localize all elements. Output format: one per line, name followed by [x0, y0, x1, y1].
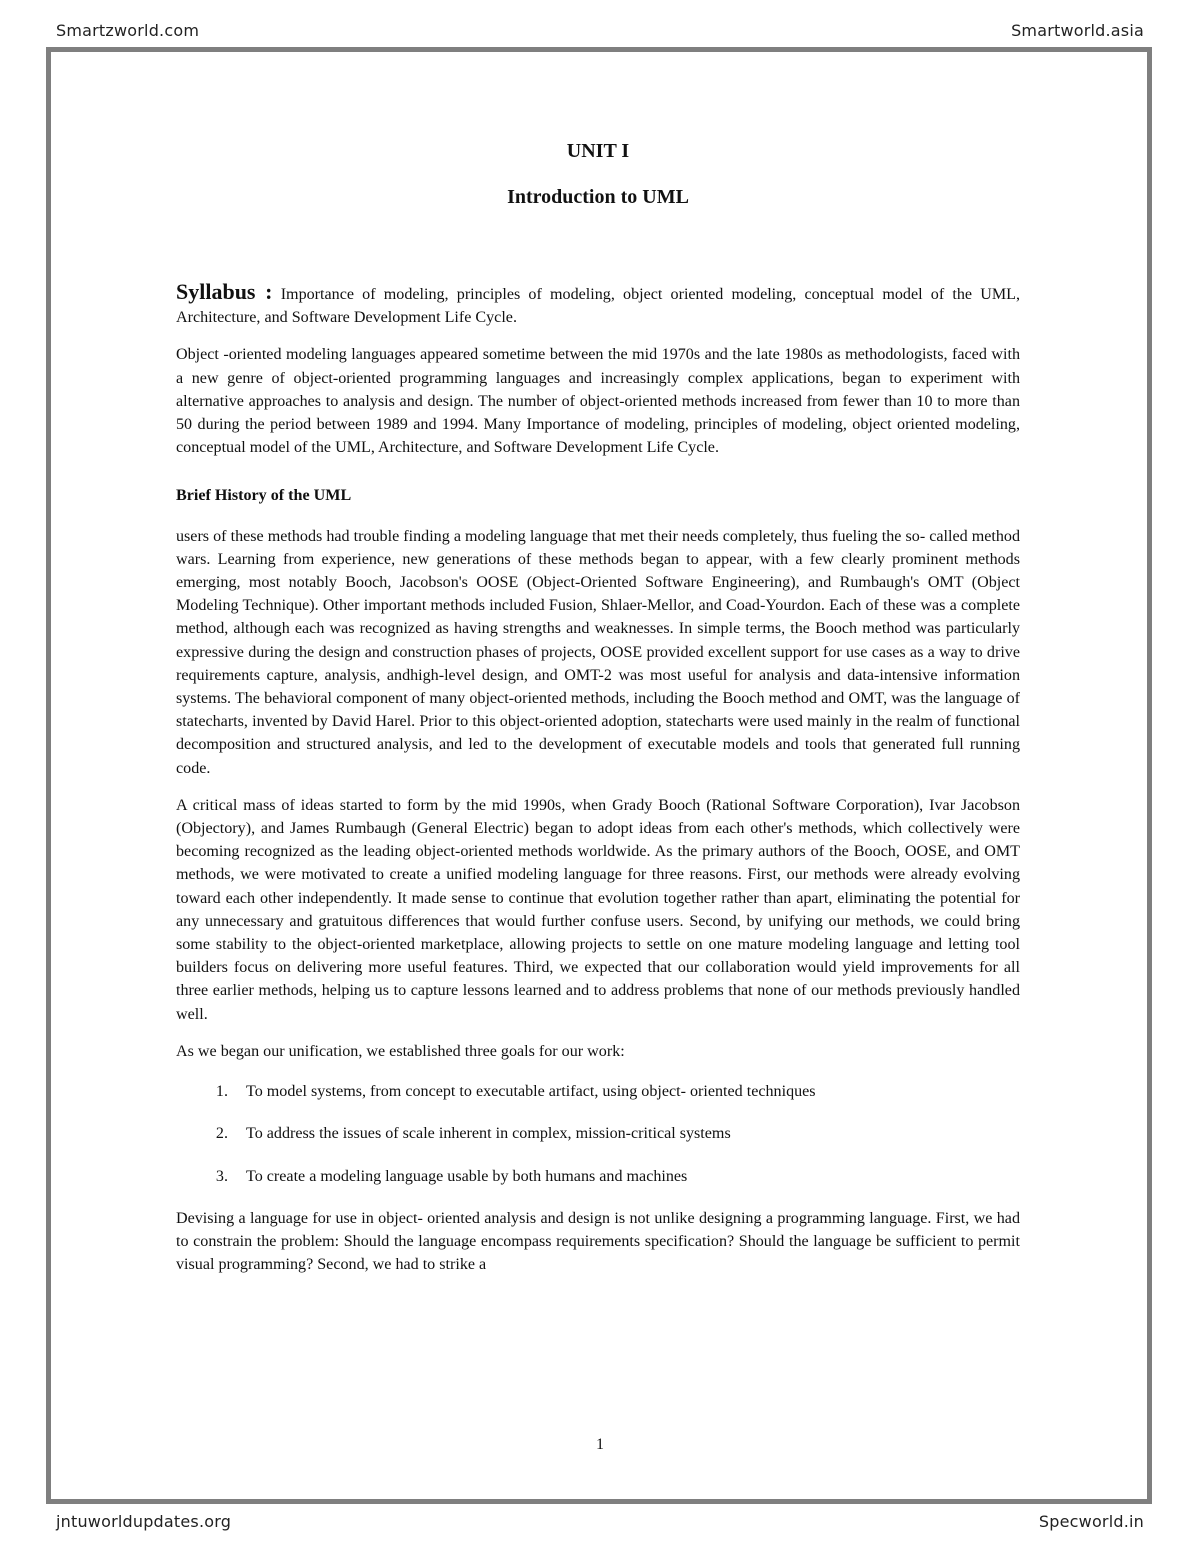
list-item-number: 3.	[215, 1167, 228, 1185]
list-item	[176, 1122, 1020, 1145]
list-item	[176, 1165, 1020, 1188]
watermark-bottom-right: Specworld.in	[1038, 1512, 1144, 1531]
list-item	[176, 1080, 1020, 1103]
history-paragraph-2: A critical mass of ideas started to form by the mid 1990s, when Grady Booch (Rational Software Corporation), Ivar Jacobson (Objectory), and James Rumbaugh (General Electric) began to adopt ideas from each other's methods, which collectively were becoming recognized as the leading object-oriented methods worldwide. As the primary authors of the Booch, OOSE, and OMT methods, we were motivated to create a unified modeling language for three reasons. First, our methods were already evolving toward each other independently. It made sense to continue that evolution together rather than apart, eliminating the potential for any unnecessary and gratuitous differences that would further confuse users. Second, by unifying our methods, we could bring some stability to the object-oriented marketplace, allowing projects to settle on one mature modeling language and letting tool builders focus on delivering more useful features. Third, we expected that our collaboration would yield improvements for all three earlier methods, helping us to capture lessons learned and to address problems that none of our methods previously handled well.	[176, 796, 1020, 1023]
goals-intro: As we began our unification, we established three goals for our work:	[176, 1042, 625, 1060]
list-item-number: 2.	[215, 1125, 228, 1143]
list-item-text: To address the issues of scale inherent in complex, mission-critical systems	[246, 1125, 731, 1143]
closing-paragraph: Devising a language for use in object- oriented analysis and design is not unlike designing a programming language. First, we had to constrain the problem: Should the language encompass requirements specification? Should the language be sufficient to permit visual programming? Second, we had to strike a	[176, 1209, 1020, 1274]
watermark-bottom-left: jntuworldupdates.org	[56, 1512, 232, 1531]
watermark-top-left: Smartzworld.com	[56, 21, 200, 40]
page-content	[176, 140, 1020, 1276]
goals-list	[176, 1080, 1020, 1188]
list-item-text: To create a modeling language usable by both humans and machines	[246, 1167, 688, 1185]
list-item-number: 1.	[215, 1083, 228, 1101]
list-item-text: To model systems, from concept to executable artifact, using object- oriented techniques	[246, 1083, 816, 1101]
section-heading: Brief History of the UML	[176, 487, 352, 505]
history-paragraph-1: users of these methods had trouble finding a modeling language that met their needs completely, thus fueling the so- called method wars. Learning from experience, new generations of these methods began to appear, with a few clearly prominent methods emerging, most notably Booch, Jacobson's OOSE (Object-Oriented Software Engineering), and Rumbaugh's OMT (Object Modeling Technique). Other important methods included Fusion, Shlaer-Mellor, and Coad-Yourdon. Each of these was a complete method, although each was recognized as having strengths and weaknesses. In simple terms, the Booch method was particularly expressive during the design and construction phases of projects, OOSE provided excellent support for use cases as a way to drive requirements capture, analysis, andhigh-level design, and OMT-2 was most useful for analysis and data-intensive information systems. The behavioral component of many object-oriented methods, including the Booch method and OMT, was the language of statecharts, invented by David Harel. Prior to this object-oriented adoption, statecharts were used mainly in the realm of functional decomposition and structured analysis, and led to the development of executable models and tools that generated full running code.	[176, 527, 1020, 777]
page-number: 1	[596, 1436, 604, 1453]
watermark-top-right: Smartworld.asia	[1011, 21, 1144, 40]
syllabus-paragraph	[176, 280, 1020, 329]
page-title: Introduction to UML	[507, 186, 689, 208]
unit-heading: UNIT I	[566, 140, 630, 162]
syllabus-label: Syllabus :	[176, 279, 273, 304]
syllabus-text: Importance of modeling, principles of modeling, object oriented modeling, conceptual model of the UML, Architecture, and Software Development Life Cycle.	[176, 286, 1021, 327]
intro-paragraph: Object -oriented modeling languages appeared sometime between the mid 1970s and the late 1980s as methodologists, faced with a new genre of object-oriented programming languages and increasingly complex applications, began to experiment with alternative approaches to analysis and design. The number of object-oriented methods increased from fewer than 10 to more than 50 during the period between 1989 and 1994. Many Importance of modeling, principles of modeling, object oriented modeling, conceptual model of the UML, Architecture, and Software Development Life Cycle.	[176, 346, 1020, 457]
